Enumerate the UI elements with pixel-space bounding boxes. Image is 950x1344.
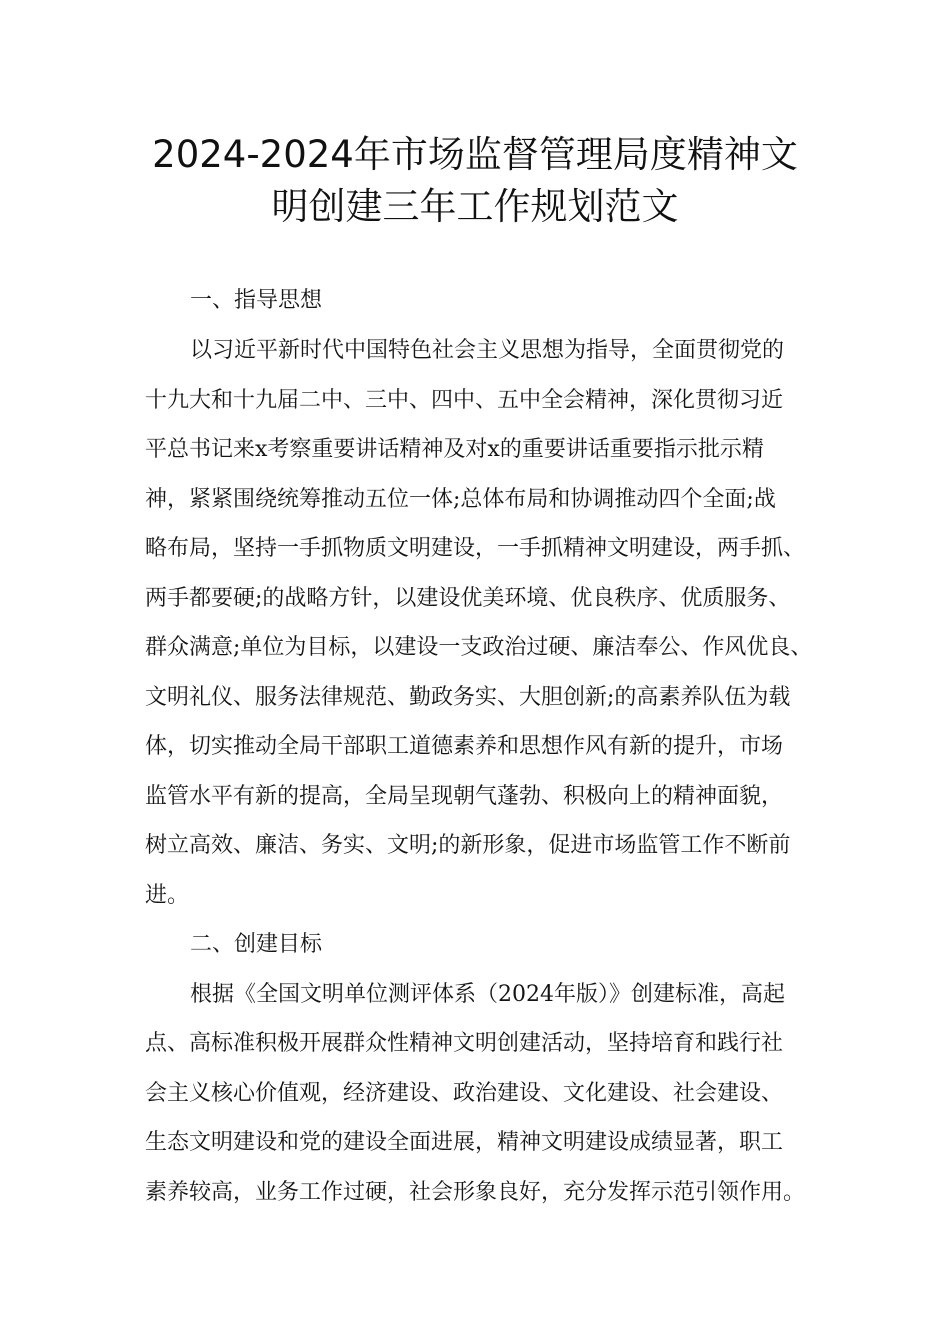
paragraph-line: 树立高效、廉洁、务实、文明;的新形象，促进市场监管工作不断前 xyxy=(145,833,791,858)
section-heading-guiding-ideology: 一、指导思想 xyxy=(190,288,323,313)
paragraph-line: 体，切实推动全局干部职工道德素养和思想作风有新的提升，市场 xyxy=(145,734,784,759)
paragraph-line: 进。 xyxy=(145,883,190,908)
paragraph-line: 两手都要硬;的战略方针，以建设优美环境、优良秩序、优质服务、 xyxy=(145,586,791,611)
paragraph-line: 会主义核心价值观，经济建设、政治建设、文化建设、社会建设、 xyxy=(145,1081,784,1106)
paragraph-line: 点、高标准积极开展群众性精神文明创建活动，坚持培育和践行社 xyxy=(145,1031,784,1056)
document-title-line-1: 2024-2024年市场监督管理局度精神文 xyxy=(152,133,798,176)
paragraph-line: 略布局，坚持一手抓物质文明建设，一手抓精神文明建设，两手抓、 xyxy=(145,536,806,561)
paragraph-line: 生态文明建设和党的建设全面进展，精神文明建设成绩显著，职工 xyxy=(145,1130,784,1155)
section-heading-creation-goals: 二、创建目标 xyxy=(190,932,323,957)
paragraph-line: 神，紧紧围绕统筹推动五位一体;总体布局和协调推动四个全面;战 xyxy=(145,487,776,512)
paragraph-line: 群众满意;单位为目标，以建设一支政治过硬、廉洁奉公、作风优良、 xyxy=(145,635,813,660)
paragraph-line: 监管水平有新的提高，全局呈现朝气蓬勃、积极向上的精神面貌， xyxy=(145,784,784,809)
paragraph-line: 平总书记来x考察重要讲话精神及对x的重要讲话重要指示批示精 xyxy=(145,437,764,462)
paragraph-line: 根据《全国文明单位测评体系（2024年版）》创建标准，高起 xyxy=(190,982,785,1007)
document-title-line-2: 明创建三年工作规划范文 xyxy=(271,185,679,228)
paragraph-line: 十九大和十九届二中、三中、四中、五中全会精神，深化贯彻习近 xyxy=(145,388,784,413)
paragraph-line: 素养较高，业务工作过硬，社会形象良好，充分发挥示范引领作用。 xyxy=(145,1180,806,1205)
paragraph-line: 以习近平新时代中国特色社会主义思想为指导，全面贯彻党的 xyxy=(190,338,785,363)
paragraph-line: 文明礼仪、服务法律规范、勤政务实、大胆创新;的高素养队伍为载 xyxy=(145,685,791,710)
